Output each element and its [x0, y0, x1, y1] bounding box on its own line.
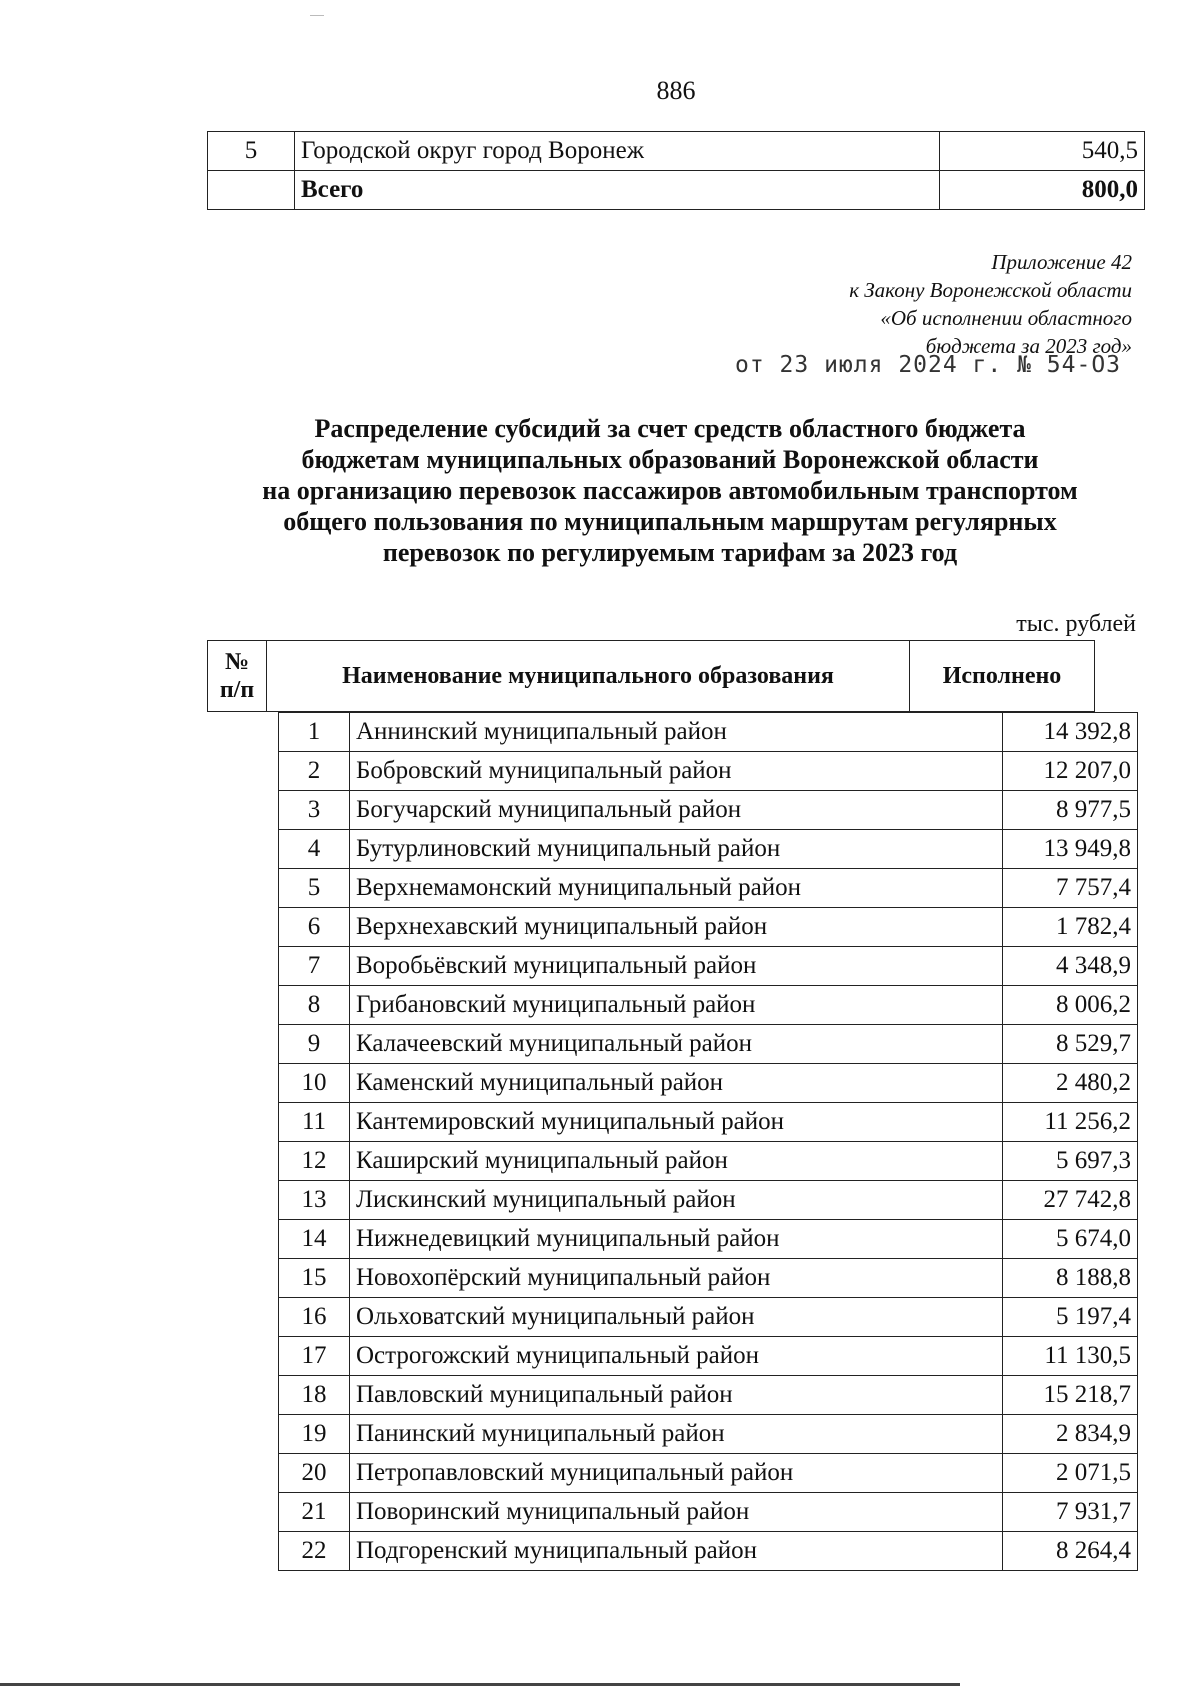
row-number: 14 — [279, 1220, 350, 1259]
document-title — [200, 413, 1140, 568]
table-row — [279, 986, 1138, 1025]
row-number: 22 — [279, 1532, 350, 1571]
row-value: 2 834,9 — [1003, 1415, 1138, 1454]
row-name: Городской округ город Воронеж — [295, 132, 940, 171]
subsidy-table-body — [279, 713, 1138, 1571]
row-value: 5 697,3 — [1003, 1142, 1138, 1181]
row-name: Калачеевский муниципальный район — [350, 1025, 1003, 1064]
row-name: Панинский муниципальный район — [350, 1415, 1003, 1454]
row-value: 27 742,8 — [1003, 1181, 1138, 1220]
table-row — [279, 1142, 1138, 1181]
table-row — [279, 1532, 1138, 1571]
row-number: 5 — [279, 869, 350, 908]
row-number: 8 — [279, 986, 350, 1025]
table-row — [279, 1181, 1138, 1220]
row-value: 8 006,2 — [1003, 986, 1138, 1025]
row-value: 2 071,5 — [1003, 1454, 1138, 1493]
header-number-line1: № — [224, 649, 250, 675]
table-row — [279, 713, 1138, 752]
table-header — [207, 640, 1095, 712]
law-date-stamp: от 23 июля 2024 г. № 54-ОЗ — [735, 352, 1122, 378]
row-number: 12 — [279, 1142, 350, 1181]
row-value: 540,5 — [940, 132, 1145, 171]
row-number: 10 — [279, 1064, 350, 1103]
row-value: 11 256,2 — [1003, 1103, 1138, 1142]
row-value: 8 188,8 — [1003, 1259, 1138, 1298]
table-row — [279, 1259, 1138, 1298]
header-number-line2: п/п — [219, 677, 255, 703]
table-row — [279, 752, 1138, 791]
row-number: 2 — [279, 752, 350, 791]
table-row — [279, 947, 1138, 986]
row-name: Лискинский муниципальный район — [350, 1181, 1003, 1220]
table-row — [279, 1064, 1138, 1103]
title-line: общего пользования по муниципальным маршрутам регулярных — [283, 507, 1057, 536]
row-name: Верхнехавский муниципальный район — [350, 908, 1003, 947]
units-label: тыс. рублей — [1016, 611, 1136, 637]
row-number: 11 — [279, 1103, 350, 1142]
row-value: 13 949,8 — [1003, 830, 1138, 869]
scan-speck — [310, 15, 324, 16]
row-name: Острогожский муниципальный район — [350, 1337, 1003, 1376]
appendix-note — [700, 248, 1132, 360]
row-value: 5 197,4 — [1003, 1298, 1138, 1337]
row-number: 21 — [279, 1493, 350, 1532]
title-line: перевозок по регулируемым тарифам за 2023 год — [382, 538, 958, 567]
subsidy-table — [278, 712, 1138, 1571]
total-value: 800,0 — [940, 171, 1145, 210]
header-row — [208, 641, 1095, 712]
row-value: 1 782,4 — [1003, 908, 1138, 947]
row-number: 1 — [279, 713, 350, 752]
table-row — [279, 1298, 1138, 1337]
row-number: 6 — [279, 908, 350, 947]
row-value: 7 757,4 — [1003, 869, 1138, 908]
appendix-line: к Закону Воронежской области — [849, 278, 1132, 302]
row-value: 8 977,5 — [1003, 791, 1138, 830]
row-name: Кантемировский муниципальный район — [350, 1103, 1003, 1142]
table-row — [279, 1376, 1138, 1415]
table-row — [279, 1025, 1138, 1064]
table-row — [279, 1415, 1138, 1454]
table-row — [279, 1337, 1138, 1376]
row-number: 7 — [279, 947, 350, 986]
row-name: Бобровский муниципальный район — [350, 752, 1003, 791]
bottom-rule — [0, 1683, 960, 1686]
row-value: 14 392,8 — [1003, 713, 1138, 752]
title-line: Распределение субсидий за счет средств областного бюджета — [314, 414, 1026, 443]
row-number: 18 — [279, 1376, 350, 1415]
table-row — [279, 1103, 1138, 1142]
table-row — [279, 1454, 1138, 1493]
row-number: 13 — [279, 1181, 350, 1220]
table-row — [279, 869, 1138, 908]
total-row — [208, 171, 1145, 210]
row-value: 15 218,7 — [1003, 1376, 1138, 1415]
row-value: 12 207,0 — [1003, 752, 1138, 791]
row-number: 5 — [208, 132, 295, 171]
row-name: Нижнедевицкий муниципальный район — [350, 1220, 1003, 1259]
row-number: 19 — [279, 1415, 350, 1454]
row-name: Воробьёвский муниципальный район — [350, 947, 1003, 986]
row-number: 3 — [279, 791, 350, 830]
row-name: Павловский муниципальный район — [350, 1376, 1003, 1415]
row-name: Верхнемамонский муниципальный район — [350, 869, 1003, 908]
appendix-line: Приложение 42 — [991, 250, 1132, 274]
row-name: Петропавловский муниципальный район — [350, 1454, 1003, 1493]
row-value: 4 348,9 — [1003, 947, 1138, 986]
row-name: Подгоренский муниципальный район — [350, 1532, 1003, 1571]
row-name: Новохопёрский муниципальный район — [350, 1259, 1003, 1298]
title-line: бюджетам муниципальных образований Воронежской области — [301, 445, 1039, 474]
header-number — [208, 641, 267, 712]
appendix-line: «Об исполнении областного — [880, 306, 1132, 330]
row-number: 15 — [279, 1259, 350, 1298]
row-name: Бутурлиновский муниципальный район — [350, 830, 1003, 869]
table-row — [279, 791, 1138, 830]
row-name: Ольховатский муниципальный район — [350, 1298, 1003, 1337]
row-number: 9 — [279, 1025, 350, 1064]
table-row — [279, 830, 1138, 869]
row-name: Грибановский муниципальный район — [350, 986, 1003, 1025]
row-value: 11 130,5 — [1003, 1337, 1138, 1376]
appendix-line: бюджета за 2023 год» — [925, 334, 1132, 358]
row-number: 17 — [279, 1337, 350, 1376]
page-number: 886 — [656, 76, 696, 105]
total-label: Всего — [295, 171, 940, 210]
row-number: 16 — [279, 1298, 350, 1337]
previous-table-tail — [207, 131, 1145, 210]
title-line: на организацию перевозок пассажиров автомобильным транспортом — [262, 476, 1078, 505]
table-row — [279, 1220, 1138, 1259]
row-value: 7 931,7 — [1003, 1493, 1138, 1532]
table-row — [208, 132, 1145, 171]
row-number: 20 — [279, 1454, 350, 1493]
row-name: Аннинский муниципальный район — [350, 713, 1003, 752]
row-name: Каменский муниципальный район — [350, 1064, 1003, 1103]
row-name: Поворинский муниципальный район — [350, 1493, 1003, 1532]
row-name: Каширский муниципальный район — [350, 1142, 1003, 1181]
total-empty-cell — [208, 171, 295, 210]
row-value: 8 264,4 — [1003, 1532, 1138, 1571]
row-value: 5 674,0 — [1003, 1220, 1138, 1259]
header-name: Наименование муниципального образования — [267, 641, 910, 712]
table-row — [279, 1493, 1138, 1532]
table-row — [279, 908, 1138, 947]
row-value: 2 480,2 — [1003, 1064, 1138, 1103]
row-value: 8 529,7 — [1003, 1025, 1138, 1064]
row-number: 4 — [279, 830, 350, 869]
row-name: Богучарский муниципальный район — [350, 791, 1003, 830]
header-value: Исполнено — [910, 641, 1095, 712]
